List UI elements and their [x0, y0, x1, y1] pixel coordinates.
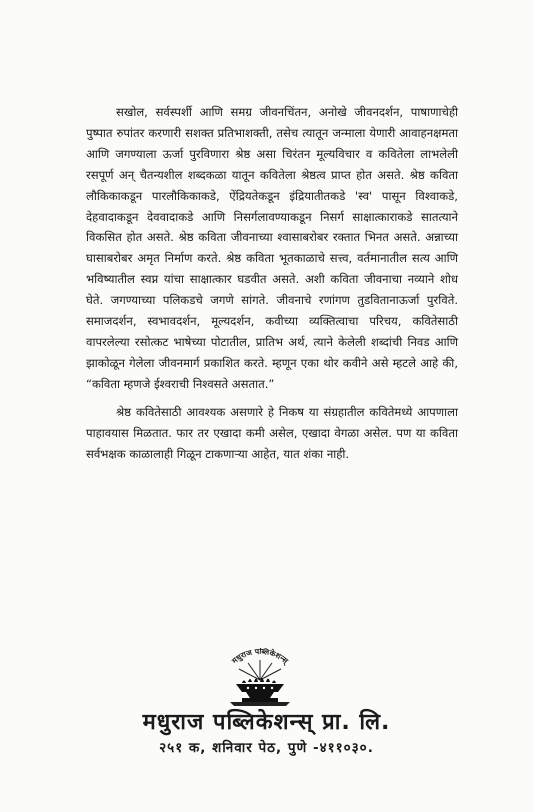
blurb-text [86, 102, 458, 464]
lamp-emblem-icon [212, 648, 308, 708]
publisher-address: २५१ क, शनिवार पेठ, पुणे -४११०३०. [159, 740, 374, 756]
logo-arc-text: मधुराज पब्लिकेशन्स् [230, 648, 290, 666]
publisher-logo [212, 648, 308, 708]
publisher-name: मधुराज पब्लिकेशन्स् प्रा. लि. [142, 710, 391, 735]
blurb-paragraph-2: श्रेष्ठ कवितेसाठी आवश्यक असणारे हे निकष या संग्रहातील कवितेमध्ये आपणाला पाहावयास मिळतात. फार तर एखादा कमी असेल, एखादा वेगळा असेल. पण या कविता सर्वभक्षक काळालाही गिळून टाकणाऱ्या आहेत, यात शंका नाही. [86, 404, 458, 461]
blurb-paragraph-1: सखोल, सर्वस्पर्शी आणि समग्र जीवनचिंतन, अनोखे जीवनदर्शन, पाषाणाचेही पुष्पात रुपांतर करणारी सशक्त प्रतिभाशक्ती, तसेच त्यातून जन्माला येणारी आवाहनक्षमता आणि जगण्याला ऊर्जा पुरविणारा श्रेष्ठ असा चिरंतन मूल्यविचार व कवितेला लाभलेली रसपूर्ण अन् चैतन्यशील शब्दकळा यातून कवितेला श्रेष्ठत्व प्राप्त होत असते. श्रेष्ठ कविता लौकिकाकडून पारलौकिकाकडे, ऐंद्रियतेकडून इंद्रियातीतकडे 'स्व' पासून विश्वाकडे, देहवादाकडून देववादाकडे आणि निसर्गलावण्याकडून निसर्ग साक्षात्काराकडे सातत्याने विकसित होत असते. श्रेष्ठ कविता जीवनाच्या श्वासाबरोबर रक्तात भिनत असते. अन्नाच्या घासाबरोबर अमृत निर्माण करते. श्रेष्ठ कविता भूतकाळाचे सत्त्व, वर्तमानातील सत्य आणि भविष्यातील स्वप्न यांचा साक्षात्कार घडवीत असते. अशी कविता जीवनाचा नव्याने शोध घेते. जगण्याच्या पलिकडचे जगणे सांगते. जीवनाचे रणांगण तुडवितानाऊर्जा पुरविते. समाजदर्शन, स्वभावदर्शन, मूल्यदर्शन, कवीच्या व्यक्तित्वाचा परिचय, कवितेसाठी वापरलेल्या रसोत्कट भाषेच्या पोटातील, प्रातिभ अर्थ, त्याने केलेली शब्दांची निवड आणि झाकोळून गेलेला जीवनमार्ग प्रकाशित करते. म्हणून एका थोर कवीने असे म्हटले आहे की, “कविता म्हणजे ईश्वराची निश्वसते असतात.” [86, 105, 458, 391]
